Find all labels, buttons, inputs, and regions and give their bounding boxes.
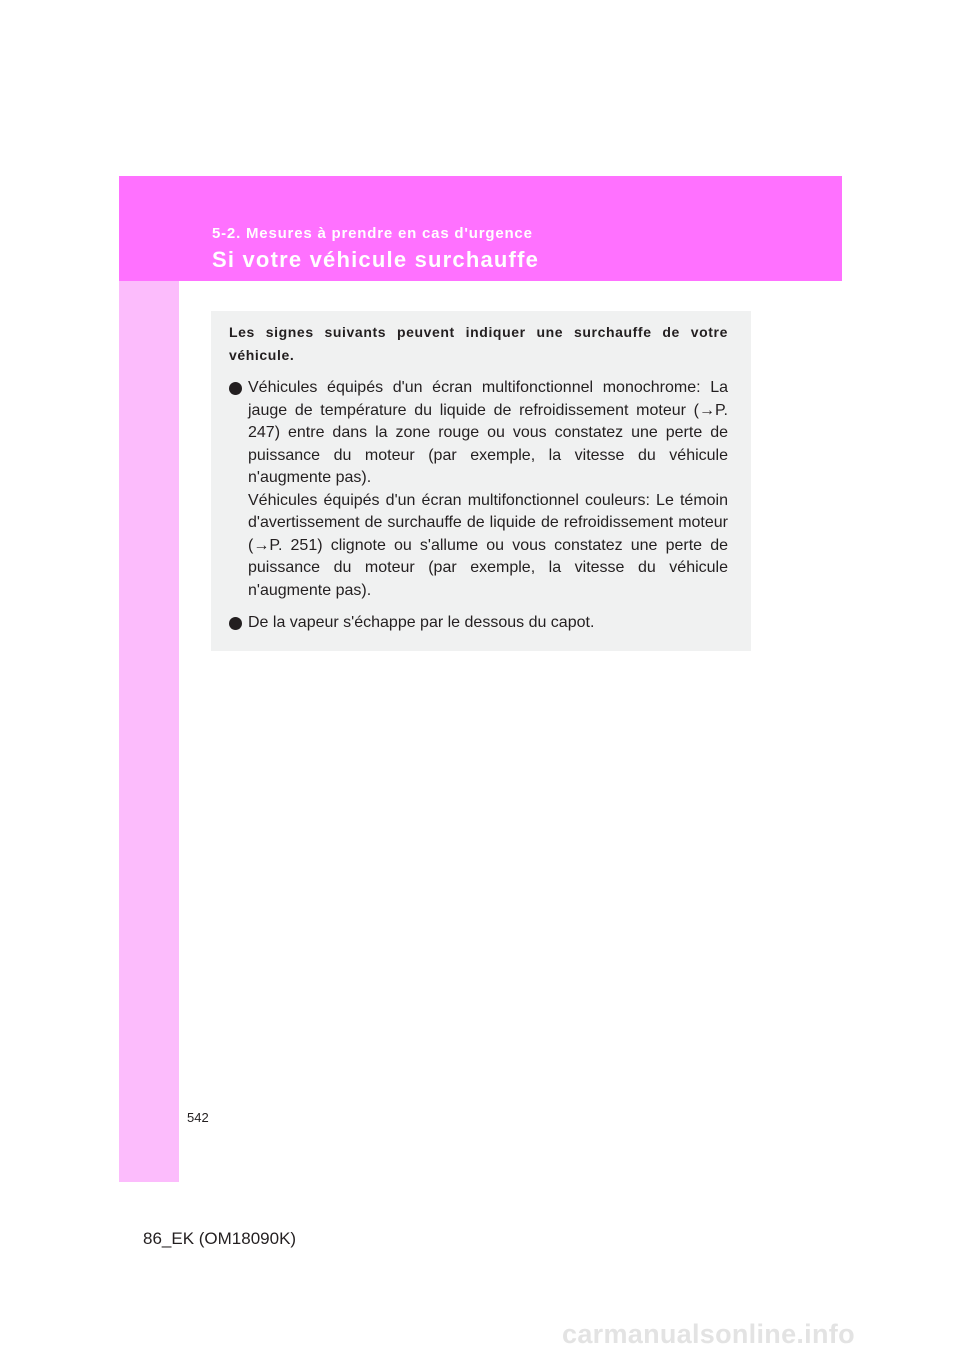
page-number: 542 (187, 1110, 209, 1125)
info-intro: Les signes suivants peuvent indiquer une surchauffe de votre véhicule. (229, 324, 728, 363)
side-strip (119, 281, 179, 1182)
bullet-icon (229, 617, 242, 630)
list-item-text: De la vapeur s'échappe par le dessous du capot. (248, 614, 595, 631)
header-band (119, 176, 842, 281)
info-box (211, 311, 751, 651)
list-item-text: Véhicules équipés d'un écran multifonctionnel monochrome: La jauge de température du liquide de refroidissement moteur (→P. 247) entre dans la zone rouge ou vous constatez une perte de puissance du moteur (par exemple, la vitesse du véhicule n'augmente pas). (248, 379, 728, 486)
list-item-text: Véhicules équipés d'un écran multifonctionnel couleurs: Le témoin d'avertissement de surchauffe de liquide de refroidissement moteur (→P. 251) clignote ou s'allume ou vous constatez une perte de puissance du moteur (par exemple, la vitesse du véhicule n'augmente pas). (248, 491, 728, 599)
section-label: 5-2. Mesures à prendre en cas d'urgence (212, 225, 533, 242)
page-title: Si votre véhicule surchauffe (212, 247, 540, 272)
document-code: 86_EK (OM18090K) (143, 1229, 297, 1248)
watermark: carmanualsonline.info (562, 1319, 855, 1349)
bullet-icon (229, 382, 242, 395)
list-item (229, 612, 728, 635)
list-item (229, 377, 728, 602)
